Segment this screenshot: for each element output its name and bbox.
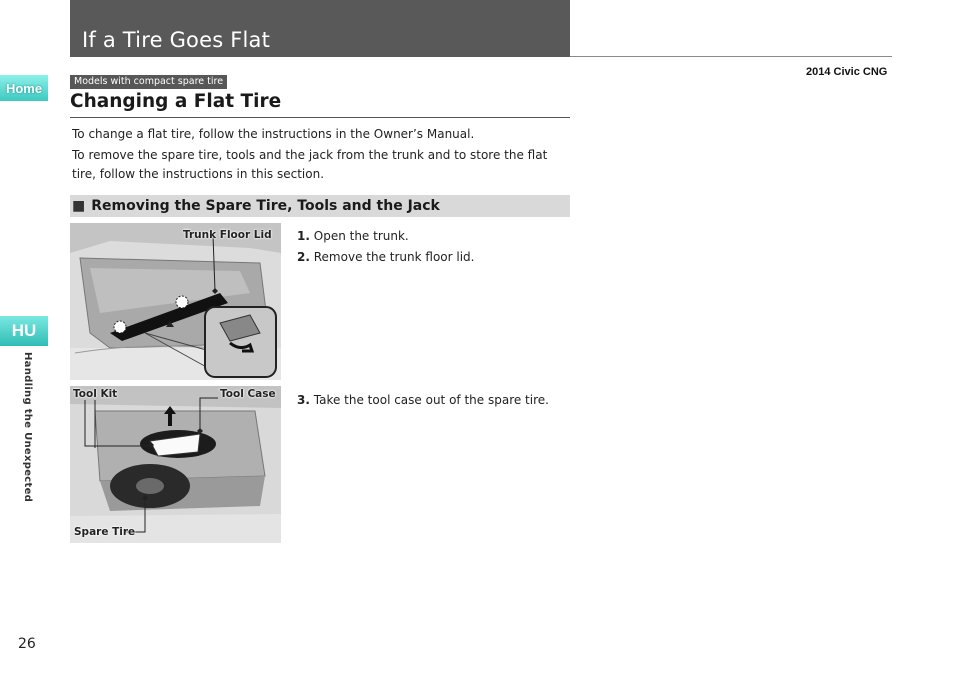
step-1 <box>297 229 409 243</box>
step-text: Take the tool case out of the spare tire. <box>313 393 549 407</box>
callout-trunk-floor-lid: Trunk Floor Lid <box>183 229 272 241</box>
intro-paragraph-1: To change a flat tire, follow the instructions in the Owner’s Manual. <box>72 127 475 141</box>
step-3 <box>297 393 549 407</box>
callout-tool-kit: Tool Kit <box>73 388 118 400</box>
section-title: Changing a Flat Tire <box>70 91 282 112</box>
tool-case-illustration <box>70 386 281 543</box>
subsection-header <box>70 195 570 217</box>
square-bullet-icon: ■ <box>72 198 86 214</box>
trunk-illustration-1 <box>70 223 281 380</box>
step-number: 3. <box>297 393 310 407</box>
subsection-title: Removing the Spare Tire, Tools and the Jack <box>91 198 440 214</box>
callout-tool-case: Tool Case <box>220 388 276 400</box>
step-2 <box>297 250 474 264</box>
home-button[interactable]: Home <box>0 75 48 101</box>
step-number: 2. <box>297 250 310 264</box>
page-title: If a Tire Goes Flat <box>82 28 271 52</box>
trunk-illustration-2 <box>70 386 281 543</box>
title-rule <box>570 56 892 57</box>
step-number: 1. <box>297 229 310 243</box>
callout-spare-tire: Spare Tire <box>74 526 136 538</box>
chapter-label: Handling the Unexpected <box>22 352 33 503</box>
model-label: 2014 Civic CNG <box>806 66 888 78</box>
model-tag: Models with compact spare tire <box>70 75 227 89</box>
section-rule <box>70 117 570 118</box>
intro-paragraph-2: To remove the spare tire, tools and the jack from the trunk and to store the flat tire, follow the instructions in this section. <box>72 148 548 181</box>
step-text: Remove the trunk floor lid. <box>313 250 475 264</box>
trunk-floor-lid-illustration <box>70 223 281 380</box>
step-text: Open the trunk. <box>313 229 409 243</box>
language-tab-hu[interactable]: HU <box>0 316 48 346</box>
page-number: 26 <box>18 636 36 652</box>
